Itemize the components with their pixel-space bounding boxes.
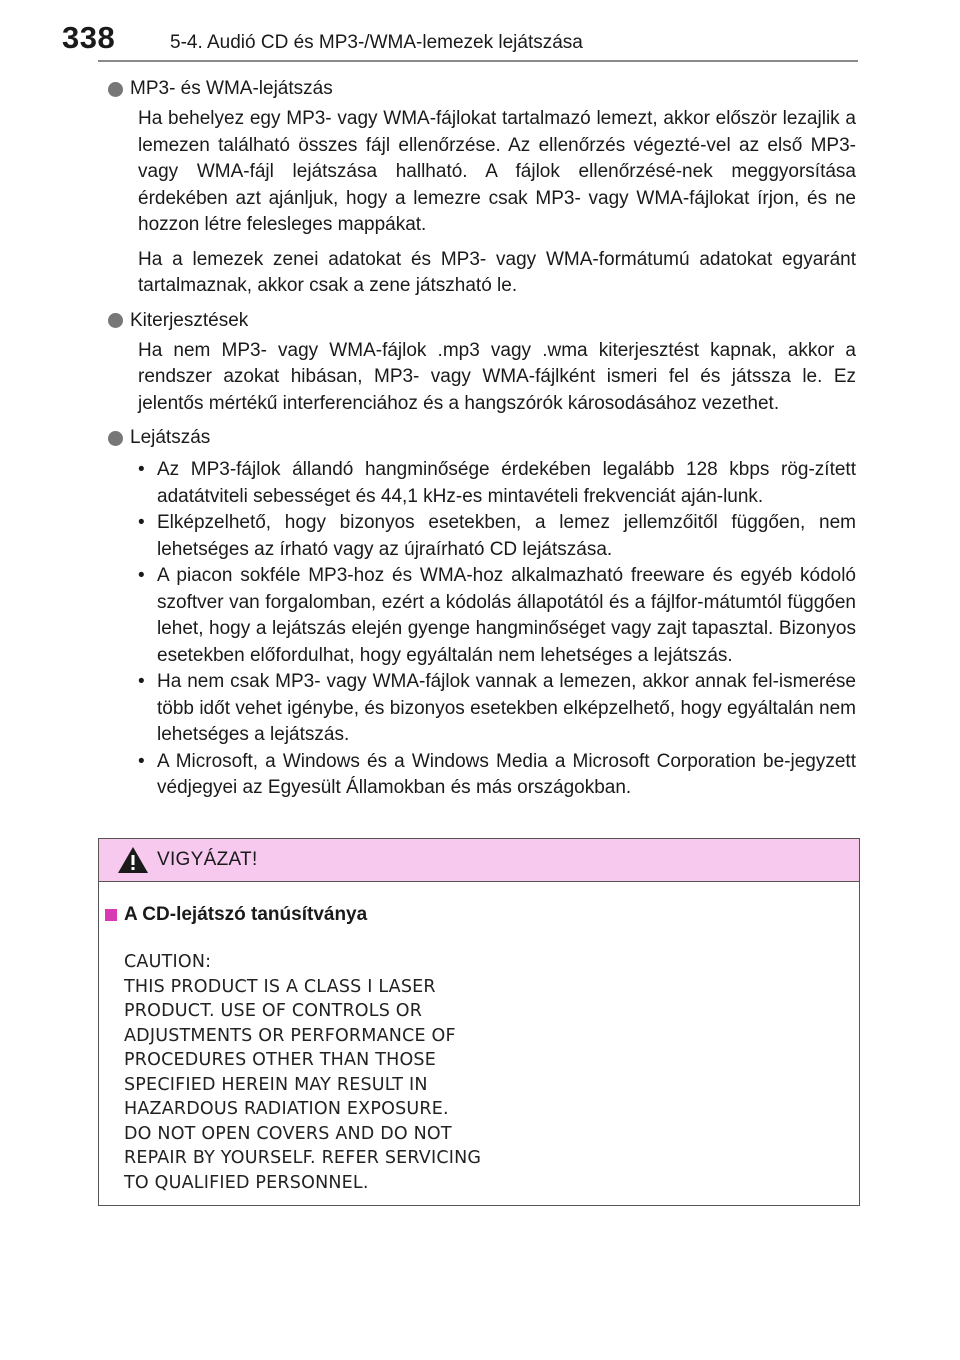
paragraph: Ha nem MP3- vagy WMA-fájlok .mp3 vagy .wma kiterjesztést kapnak, akkor a rendszer azokat hibásan, MP3- vagy WMA-fájlként ismeri fel és játssza le. Ez jelentős mértékű interferenciához és a hangszórók károsodásához vezethet. [138,339,856,414]
caution-line: HAZARDOUS RADIATION EXPOSURE. [124,1099,449,1119]
topic-title: Kiterjesztések [130,309,249,331]
bullet-icon: • [138,459,145,480]
list-item-text: Elképzelhető, hogy bizonyos esetekben, a lemez jellemzőitől függően, nem lehetséges az írható vagy az újraírható CD lejátszása. [157,512,856,560]
paragraph: Ha a lemezek zenei adatokat és MP3- vagy WMA-formátumú adatokat egyaránt tartalmaznak, akkor csak a zene játszható le. [138,248,856,296]
page-number: 338 [62,20,116,55]
caution-line: DO NOT OPEN COVERS AND DO NOT [124,1123,452,1144]
warning-triangle-icon [117,846,149,874]
caution-line: ADJUSTMENTS OR PERFORMANCE OF [124,1025,456,1046]
caution-line: CAUTION: [124,952,212,972]
warning-box [98,838,860,1206]
topic-heading-playback [108,425,856,451]
round-bullet-icon [108,313,123,328]
warning-title: VIGYÁZAT! [157,849,258,870]
list-item-text: Az MP3-fájlok állandó hangminősége érdekében legalább 128 kbps rög-zített adatátviteli sebességet és 44,1 kHz-es mintavételi frekvenciát aján-lunk. [157,459,856,507]
caution-line: PROCEDURES OTHER THAN THOSE [124,1050,437,1070]
list-item-text: Ha nem csak MP3- vagy WMA-fájlok vannak a lemezen, akkor annak fel-ismerése több időt vehet igénybe, és bizonyos esetekben elképzelhető, hogy egyáltalán nem lehetséges a lejátszás. [157,671,856,745]
list-item [138,669,856,749]
bullet-icon: • [138,750,145,772]
caution-line: THIS PRODUCT IS A CLASS Ⅰ LASER [124,976,436,997]
caution-line: TO QUALIFIED PERSONNEL. [124,1172,369,1193]
page-header [0,0,960,62]
topic-heading-extensions [108,308,856,334]
warning-subsection-heading [105,904,859,926]
square-bullet-icon [105,909,117,921]
playback-notes-list [138,457,856,802]
round-bullet-icon [108,431,123,446]
warning-header [99,839,859,882]
list-item [138,749,856,802]
section-title: 5-4. Audió CD és MP3-/WMA-lemezek lejátszása [170,32,583,53]
main-content [108,76,856,802]
list-item-text: A piacon sokféle MP3-hoz és WMA-hoz alkalmazható freeware és egyéb kódoló szoftver van forgalomban, ezért a kódolás állapotától és a fájlfor-mátumtól függően lehet, hogy a lejátszás elején gyenge hangminőséget vagy zajt tapasztal. Bizonyos esetekben előfordulhat, hogy egyáltalán nem lehetséges a lejátszás. [157,565,856,666]
caution-line: SPECIFIED HEREIN MAY RESULT IN [124,1074,428,1095]
topic-heading-mp3-wma [108,76,856,102]
list-item [138,510,856,563]
bullet-icon: • [138,671,145,692]
warning-subsection-title: A CD-lejátszó tanúsítványa [124,904,368,925]
caution-line: PRODUCT. USE OF CONTROLS OR [124,1001,423,1021]
bullet-icon: • [138,512,145,533]
list-item [138,563,856,669]
list-item-text: A Microsoft, a Windows és a Windows Media a Microsoft Corporation be-jegyzett védjegyei az Egyesült Államokban és más országokban. [157,750,856,798]
laser-caution-label [124,950,859,1195]
topic-title: MP3- és WMA-lejátszás [130,78,333,99]
topic-title: Lejátszás [130,427,211,448]
bullet-icon: • [138,565,145,586]
header-divider [98,60,858,62]
round-bullet-icon [108,82,123,97]
list-item [138,457,856,510]
caution-line: REPAIR BY YOURSELF. REFER SERVICING [124,1148,482,1168]
paragraph: Ha behelyez egy MP3- vagy WMA-fájlokat tartalmazó lemezt, akkor először lezajlik a lemezen található összes fájl ellenőrzése. Az ellenőrzés végezté-vel az első MP3- vagy WMA-fájl lejátszása hallható. A fájlok ellenőrzésé-nek meggyorsítása érdekében azt ajánljuk, hogy a lemezre csak MP3- vagy WMA-fájlokat írjon, és ne hozzon létre felesleges mappákat. [138,108,856,235]
